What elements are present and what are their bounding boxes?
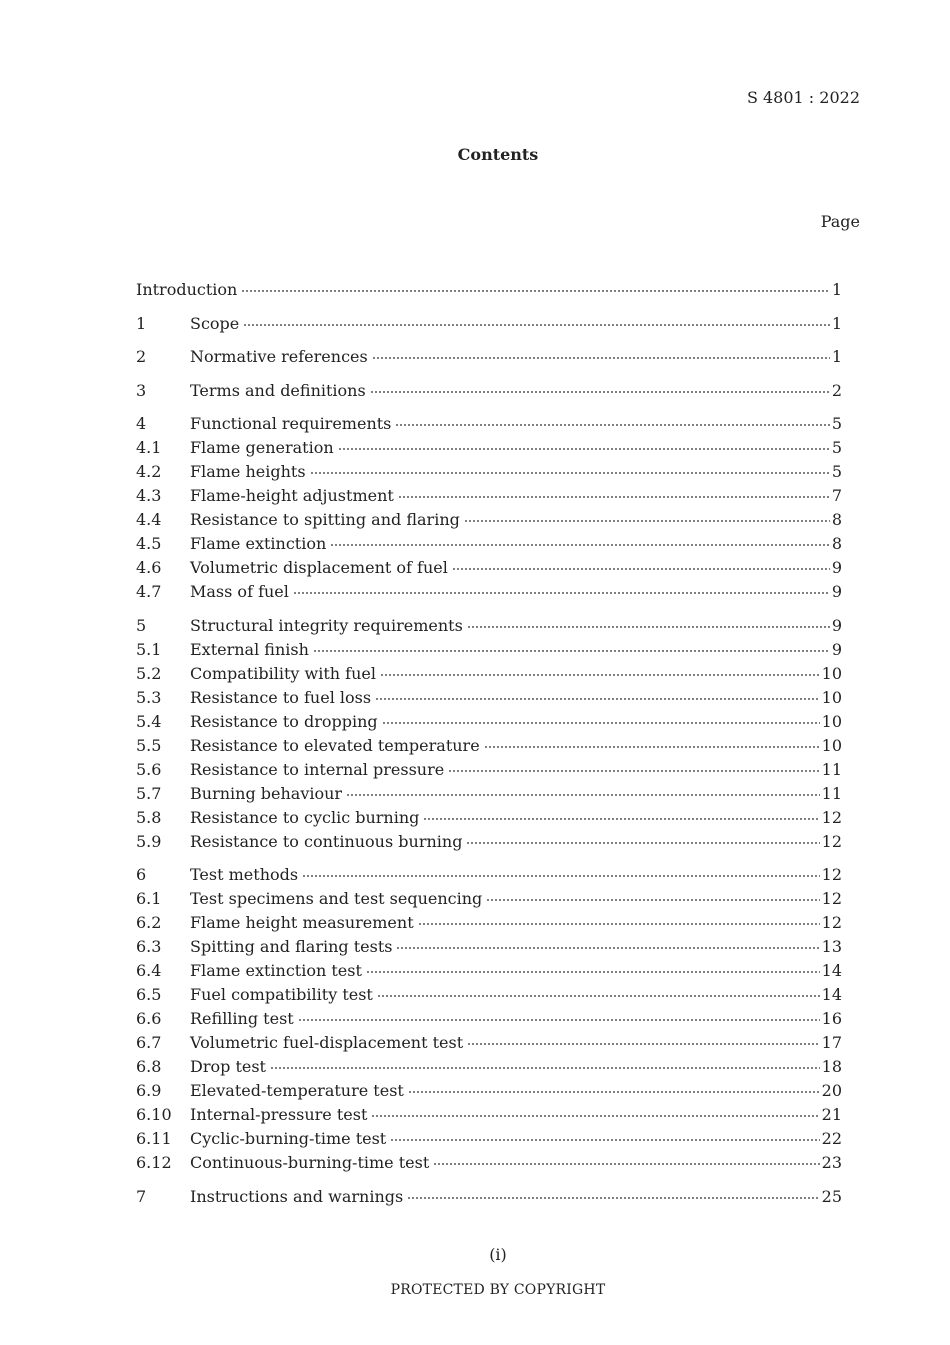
toc-entry[interactable] (136, 532, 842, 556)
footer-page-number: (i) (489, 1245, 507, 1264)
toc-entry[interactable] (136, 614, 842, 638)
toc-entry-number: 4 (136, 414, 147, 433)
dot-leader (407, 1197, 819, 1199)
toc-entry-number: 5 (136, 615, 147, 635)
toc-entry-number: 6.2 (136, 913, 162, 932)
toc-entry-number: 6.1 (136, 889, 162, 908)
toc-entry-page: 1 (831, 313, 842, 333)
toc-entry-page: 25 (821, 1186, 842, 1206)
toc-entry-page: 11 (821, 783, 842, 803)
dot-leader (302, 875, 820, 877)
toc-entry-title: Compatibility with fuel (190, 663, 376, 683)
dot-leader (452, 568, 830, 570)
toc-entry[interactable] (136, 830, 842, 854)
dot-leader (467, 1043, 820, 1045)
toc-entry-title: Flame extinction (190, 534, 327, 553)
toc-entry-page: 23 (821, 1153, 842, 1172)
toc-entry[interactable] (136, 686, 842, 710)
toc-entry-number: 3 (136, 380, 147, 400)
dot-leader (370, 391, 830, 393)
toc-entry-number: 6.3 (136, 937, 162, 956)
dot-leader (423, 818, 819, 820)
dot-leader (464, 520, 830, 522)
dot-leader (398, 496, 830, 498)
toc-entry[interactable] (136, 662, 842, 686)
toc-entry-number: 5.6 (136, 759, 162, 779)
toc-entry[interactable] (136, 379, 842, 403)
dot-leader (313, 650, 830, 652)
toc-entry[interactable] (136, 782, 842, 806)
toc-entry-number: 5.1 (136, 639, 162, 659)
toc-entry-title: Refilling test (190, 1009, 294, 1028)
toc-entry-page: 14 (821, 961, 842, 980)
dot-leader (448, 770, 819, 772)
toc-entry-title: Volumetric displacement of fuel (190, 558, 448, 577)
toc-entry-number: 4.6 (136, 558, 162, 577)
toc-entry-title: Spitting and flaring tests (190, 937, 393, 956)
dot-leader (338, 448, 830, 450)
toc-entry-number: 4.2 (136, 462, 162, 481)
toc-entry[interactable] (136, 312, 842, 336)
toc-entry-title: Internal-pressure test (190, 1105, 368, 1124)
copyright-notice: PROTECTED BY COPYRIGHT (390, 1282, 606, 1298)
standard-id: S 4801 : 2022 (746, 88, 860, 107)
dot-leader (371, 1115, 819, 1117)
toc-entry-title: Normative references (190, 347, 368, 366)
toc-entry[interactable] (136, 1151, 842, 1175)
toc-entry-title: Flame extinction test (190, 961, 362, 980)
dot-leader (382, 722, 820, 724)
toc-entry-page: 9 (831, 558, 842, 577)
toc-entry-title: Functional requirements (190, 414, 392, 433)
toc-entry-number: 6.8 (136, 1057, 162, 1076)
toc-entry-title: Cyclic-burning-time test (190, 1129, 387, 1148)
toc-entry-page: 8 (831, 510, 842, 529)
toc-entry-number: 6.10 (136, 1105, 172, 1124)
dot-leader (375, 698, 820, 700)
toc-entry-number: 5.9 (136, 831, 162, 851)
toc-entry[interactable] (136, 460, 842, 484)
toc-entry-page: 13 (821, 937, 842, 956)
toc-entry-number: 4.5 (136, 534, 162, 553)
toc-entry-title: Flame height measurement (190, 913, 414, 932)
toc-entry-number: 6.4 (136, 961, 162, 980)
dot-leader (418, 923, 820, 925)
toc-entry-title: Instructions and warnings (190, 1186, 404, 1206)
toc-entry-number: 5.5 (136, 735, 162, 755)
toc-entry-page: 17 (821, 1033, 842, 1052)
toc-entry-page: 14 (821, 985, 842, 1004)
toc-entry-title: Resistance to elevated temperature (190, 735, 480, 755)
dot-leader (408, 1091, 820, 1093)
toc-entry[interactable] (136, 1127, 842, 1151)
dot-leader (310, 472, 830, 474)
toc-entry-title: Introduction (136, 280, 238, 299)
dot-leader (395, 424, 829, 426)
toc-entry-title: Resistance to fuel loss (190, 687, 372, 707)
toc-entry[interactable] (136, 436, 842, 460)
toc-entry-title: Resistance to continuous burning (190, 831, 463, 851)
toc-entry[interactable] (136, 345, 842, 369)
dot-leader (293, 592, 830, 594)
toc-entry-number: 4.4 (136, 510, 162, 529)
toc-entry-title: Flame generation (190, 438, 334, 457)
toc-entry-title: External finish (190, 639, 309, 659)
toc-entry-title: Resistance to cyclic burning (190, 807, 420, 827)
toc-entry-title: Flame heights (190, 462, 306, 481)
toc-entry-page: 9 (831, 582, 842, 601)
toc-entry[interactable] (136, 484, 842, 508)
toc-entry-page: 5 (831, 462, 842, 481)
toc-entry-page: 2 (831, 380, 842, 400)
toc-entry-number: 4.7 (136, 582, 162, 601)
toc-entry-number: 6.12 (136, 1153, 172, 1172)
toc-entry-number: 6.6 (136, 1009, 162, 1028)
toc-entry[interactable] (136, 1007, 842, 1031)
toc-entry-title: Structural integrity requirements (190, 615, 463, 635)
toc-entry-page: 10 (821, 663, 842, 683)
toc-entry[interactable] (136, 1031, 842, 1055)
toc-entry-page: 21 (821, 1105, 842, 1124)
toc-entry-page: 1 (831, 347, 842, 366)
toc-entry-number: 4.3 (136, 486, 162, 505)
page-title: Contents (457, 145, 539, 164)
toc-entry-page: 10 (821, 687, 842, 707)
dot-leader (366, 971, 820, 973)
dot-leader (467, 626, 830, 628)
toc-entry-title: Resistance to internal pressure (190, 759, 445, 779)
toc-entry-number: 5.8 (136, 807, 162, 827)
toc-entry-number: 1 (136, 313, 147, 333)
toc-entry-number: 4.1 (136, 438, 162, 457)
toc-entry[interactable] (136, 911, 842, 935)
dot-leader (330, 544, 830, 546)
toc-entry-page: 20 (821, 1081, 842, 1100)
toc-entry[interactable] (136, 508, 842, 532)
toc-entry-page: 9 (831, 639, 842, 659)
toc-entry-page: 5 (831, 414, 842, 433)
toc-entry-title: Scope (190, 313, 240, 333)
toc-entry[interactable] (136, 935, 842, 959)
toc-entry-page: 8 (831, 534, 842, 553)
toc-entry[interactable] (136, 412, 842, 436)
dot-leader (396, 947, 819, 949)
toc-entry-title: Resistance to spitting and flaring (190, 510, 460, 529)
toc-entry[interactable] (136, 1185, 842, 1209)
toc-entry-number: 7 (136, 1186, 147, 1206)
toc-entry-page: 10 (821, 711, 842, 731)
toc-entry-page: 12 (821, 831, 842, 851)
toc-entry-number: 2 (136, 347, 147, 366)
dot-leader (466, 842, 819, 844)
page-column-label: Page (820, 212, 860, 231)
toc-entry[interactable] (136, 580, 842, 604)
toc-entry-page: 18 (821, 1057, 842, 1076)
toc-entry[interactable] (136, 710, 842, 734)
toc-entry-title: Drop test (190, 1057, 266, 1076)
toc-entry[interactable] (136, 734, 842, 758)
dot-leader (298, 1019, 820, 1021)
toc-entry-number: 6.11 (136, 1129, 172, 1148)
toc-entry-number: 5.2 (136, 663, 162, 683)
toc-entry-title: Volumetric fuel-displacement test (190, 1033, 464, 1052)
dot-leader (241, 290, 829, 292)
toc-entry-page: 12 (821, 865, 842, 884)
dot-leader (484, 746, 820, 748)
toc-entry-number: 6.5 (136, 985, 162, 1004)
toc-entry[interactable] (136, 983, 842, 1007)
toc-entry-title: Flame-height adjustment (190, 486, 394, 505)
dot-leader (270, 1067, 820, 1069)
toc-entry-page: 12 (821, 807, 842, 827)
toc-entry-page: 12 (821, 889, 842, 908)
toc-entry[interactable] (136, 1079, 842, 1103)
toc-entry[interactable] (136, 758, 842, 782)
toc-entry[interactable] (136, 806, 842, 830)
toc-entry-number: 5.7 (136, 783, 162, 803)
toc-entry[interactable] (136, 1055, 842, 1079)
toc-entry[interactable] (136, 638, 842, 662)
toc-entry-number: 6 (136, 865, 147, 884)
toc-entry-title: Resistance to dropping (190, 711, 378, 731)
toc-entry-page: 16 (821, 1009, 842, 1028)
toc-entry[interactable] (136, 1103, 842, 1127)
table-of-contents (136, 278, 842, 1209)
toc-entry[interactable] (136, 556, 842, 580)
toc-entry-title: Fuel compatibility test (190, 985, 373, 1004)
toc-entry-page: 12 (821, 913, 842, 932)
dot-leader (380, 674, 820, 676)
dot-leader (486, 899, 819, 901)
dot-leader (433, 1163, 819, 1165)
toc-entry-page: 22 (821, 1129, 842, 1148)
toc-entry[interactable] (136, 887, 842, 911)
toc-entry-number: 5.3 (136, 687, 162, 707)
toc-entry-page: 7 (831, 486, 842, 505)
toc-entry-title: Elevated-temperature test (190, 1081, 404, 1100)
toc-entry-number: 5.4 (136, 711, 162, 731)
toc-entry[interactable] (136, 959, 842, 983)
toc-entry-title: Test specimens and test sequencing (190, 889, 483, 908)
toc-entry-title: Burning behaviour (190, 783, 343, 803)
toc-entry[interactable] (136, 278, 842, 302)
toc-entry-number: 6.7 (136, 1033, 162, 1052)
toc-entry-title: Mass of fuel (190, 582, 289, 601)
toc-entry-title: Continuous-burning-time test (190, 1153, 430, 1172)
toc-entry-page: 1 (831, 280, 842, 299)
toc-entry-page: 11 (821, 759, 842, 779)
toc-entry-title: Terms and definitions (190, 380, 366, 400)
dot-leader (390, 1139, 819, 1141)
dot-leader (372, 357, 830, 359)
toc-entry-page: 9 (831, 615, 842, 635)
dot-leader (377, 995, 820, 997)
toc-entry-number: 6.9 (136, 1081, 162, 1100)
toc-entry-page: 5 (831, 438, 842, 457)
toc-entry-page: 10 (821, 735, 842, 755)
toc-entry-title: Test methods (190, 865, 299, 884)
dot-leader (346, 794, 820, 796)
toc-entry[interactable] (136, 863, 842, 887)
dot-leader (243, 324, 830, 326)
